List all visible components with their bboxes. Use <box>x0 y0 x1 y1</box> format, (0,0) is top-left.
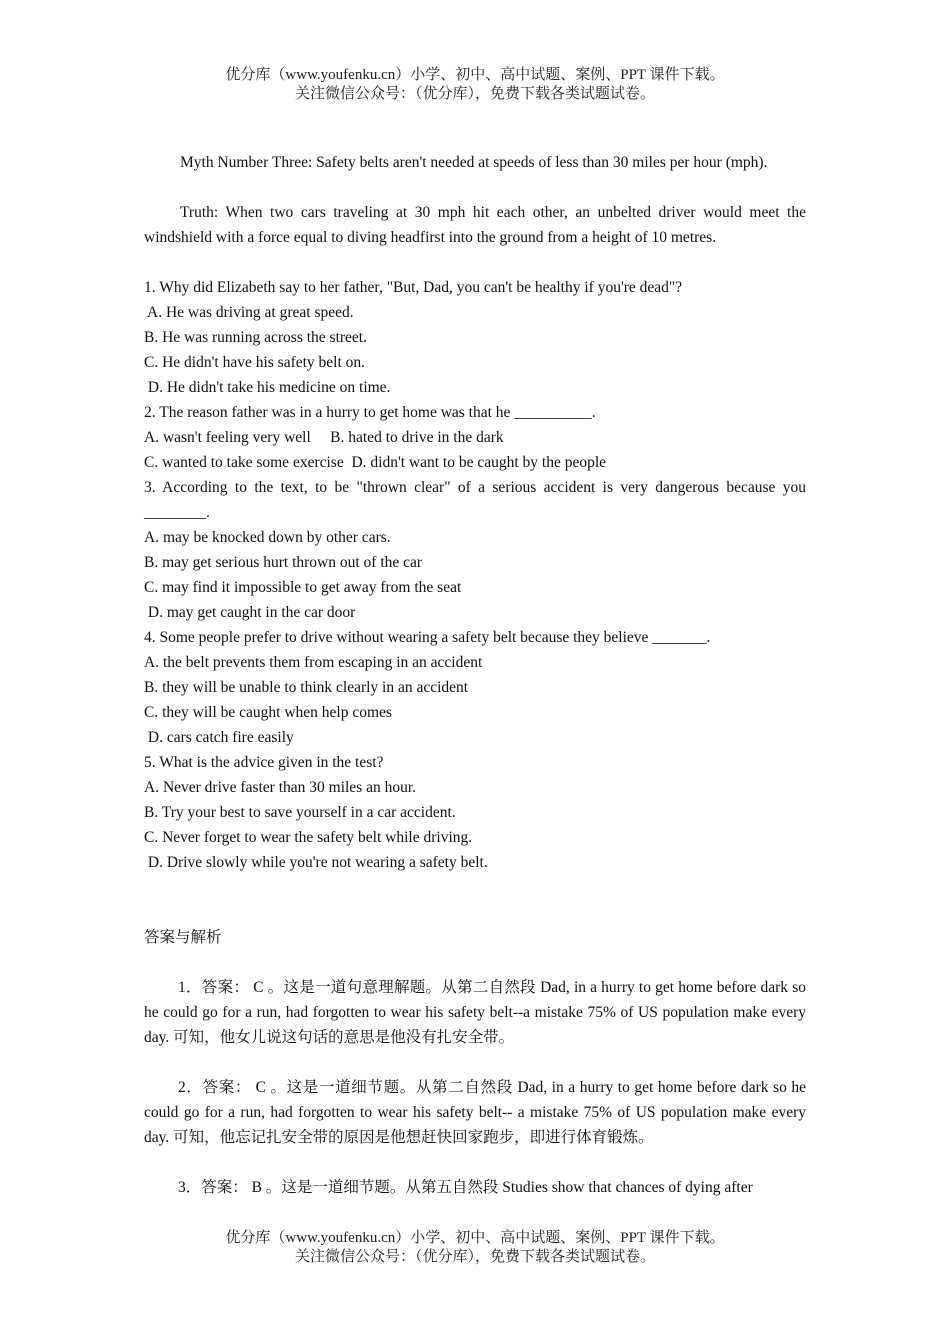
footer-line-2: 关注微信公众号：（优分库），免费下载各类试题试卷。 <box>294 1249 655 1265</box>
option-c-d: C. wanted to take some exercise D. didn't want to be caught by the people <box>144 454 607 471</box>
page-footer <box>0 1229 950 1267</box>
option-c: C. may find it impossible to get away from the seat <box>144 579 462 596</box>
answer-3: 3．答案： B 。这是一道细节题。从第五自然段 Studies show that chances of dying after <box>178 1179 753 1196</box>
option-b: B. He was running across the street. <box>144 329 367 346</box>
answer-1: 1．答案： C 。这是一道句意理解题。从第二自然段 Dad, in a hurry to get home before dark so he could go for a run, had forgotten to wear his safety belt--a mistake 75% of US population make every day. 可知，他女儿说这句话的意思是他没有扎安全带。 <box>144 979 806 1046</box>
option-b: B. Try your best to save yourself in a car accident. <box>144 804 456 821</box>
question-4 <box>144 625 806 750</box>
answers-title: 答案与解析 <box>144 929 222 946</box>
option-d: D. may get caught in the car door <box>144 604 356 621</box>
document-body <box>144 150 806 1200</box>
option-a-b: A. wasn't feeling very well B. hated to drive in the dark <box>144 429 504 446</box>
option-d: D. cars catch fire easily <box>144 729 294 746</box>
question-stem: 4. Some people prefer to drive without wearing a safety belt because they believe _______. <box>144 629 711 646</box>
option-c: C. Never forget to wear the safety belt while driving. <box>144 829 473 846</box>
question-3 <box>144 475 806 625</box>
myth-three-paragraph: Myth Number Three: Safety belts aren't needed at speeds of less than 30 miles per hour (mph). <box>180 154 768 171</box>
answer-2: 2．答案： C 。这是一道细节题。从第二自然段 Dad, in a hurry to get home before dark so he could go for a run, had forgotten to wear his safety belt-- a mistake 75% of US population make every day. 可知，他忘记扎安全带的原因是他想赶快回家跑步，即进行体育锻炼。 <box>144 1079 806 1146</box>
question-stem: 2. The reason father was in a hurry to get home was that he __________. <box>144 404 596 421</box>
option-d: D. Drive slowly while you're not wearing a safety belt. <box>144 854 488 871</box>
option-d: D. He didn't take his medicine on time. <box>144 379 391 396</box>
header-line-1: 优分库（www.youfenku.cn）小学、初中、高中试题、案例、PPT 课件下载。 <box>225 67 725 83</box>
footer-line-1: 优分库（www.youfenku.cn）小学、初中、高中试题、案例、PPT 课件下载。 <box>225 1230 725 1246</box>
option-a: A. He was driving at great speed. <box>144 304 354 321</box>
option-a: A. Never drive faster than 30 miles an hour. <box>144 779 417 796</box>
truth-paragraph: Truth: When two cars traveling at 30 mph hit each other, an unbelted driver would meet the windshield with a force equal to diving headfirst into the ground from a height of 10 metres. <box>144 204 806 246</box>
question-5 <box>144 750 806 875</box>
question-stem: 5. What is the advice given in the test? <box>144 754 384 771</box>
question-stem: 3. According to the text, to be "thrown clear" of a serious accident is very dangerous because you ________. <box>144 479 806 521</box>
option-c: C. they will be caught when help comes <box>144 704 392 721</box>
question-1 <box>144 275 806 400</box>
option-a: A. the belt prevents them from escaping in an accident <box>144 654 483 671</box>
header-line-2: 关注微信公众号：（优分库），免费下载各类试题试卷。 <box>294 86 655 102</box>
option-b: B. may get serious hurt thrown out of the car <box>144 554 423 571</box>
question-2 <box>144 400 806 475</box>
option-c: C. He didn't have his safety belt on. <box>144 354 366 371</box>
option-a: A. may be knocked down by other cars. <box>144 529 391 546</box>
page-header <box>0 66 950 104</box>
option-b: B. they will be unable to think clearly in an accident <box>144 679 469 696</box>
question-stem: 1. Why did Elizabeth say to her father, "But, Dad, you can't be healthy if you're dead"? <box>144 279 683 296</box>
